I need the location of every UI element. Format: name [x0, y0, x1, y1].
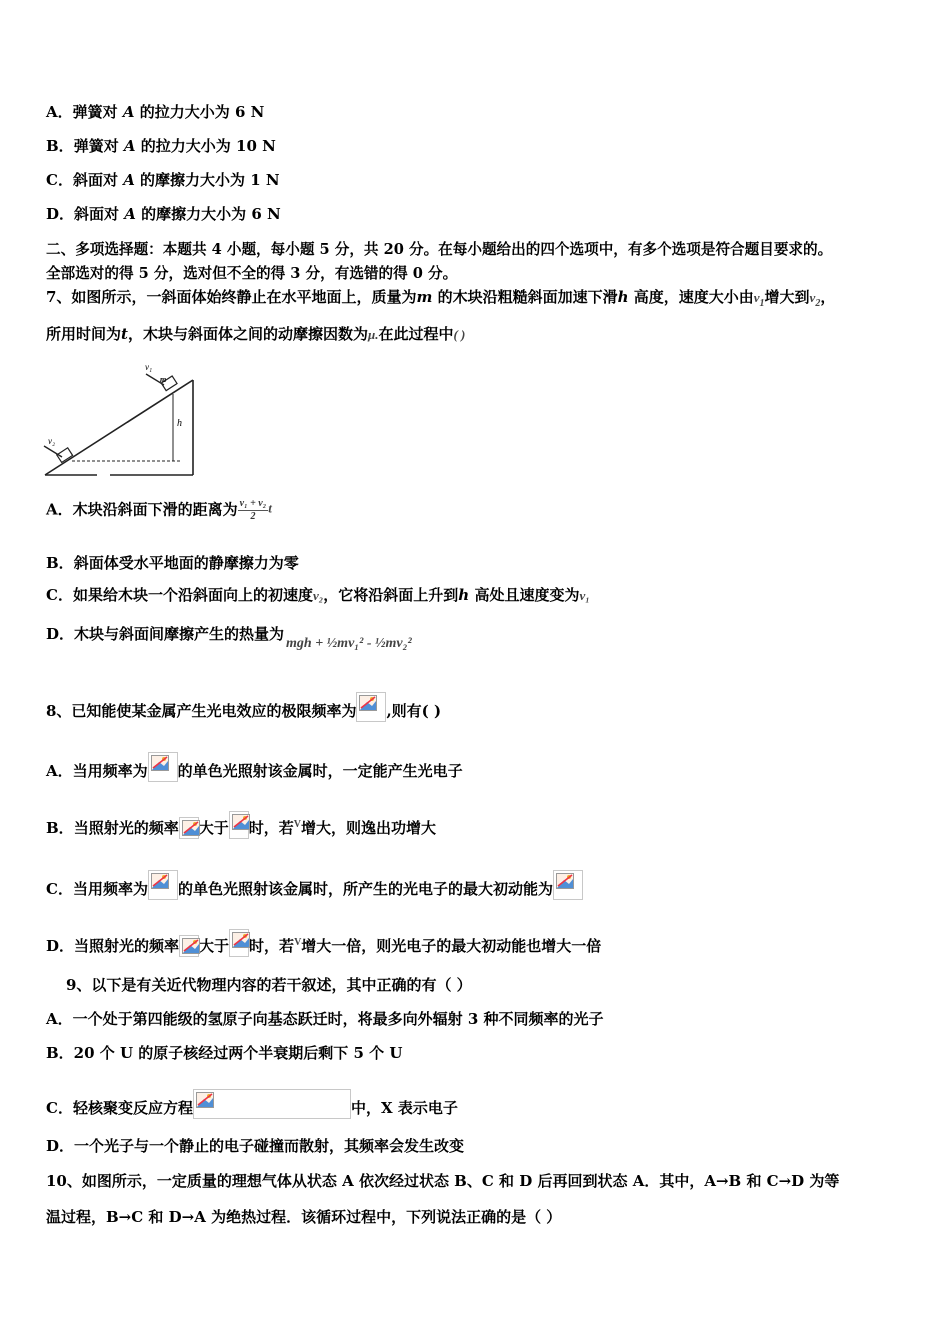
q9-option-a: A．一个处于第四能级的氢原子向基态跃迁时，将最多向外辐射 3 种不同频率的光子: [46, 1010, 604, 1028]
incline-figure: [42, 358, 202, 478]
section-heading: 二、多项选择题：本题共 4 小题，每小题 5 分，共 20 分。在每小题给出的四个选项中，有多个选项是符合题目要求的。: [46, 241, 833, 258]
q7-option-a: A．木块沿斜面下滑的距离为 $\frac{\text{v₁ + v₂}}{2}$ t: [46, 498, 272, 522]
section-scoring: 全部选对的得 5 分，选对但不全的得 3 分，有选错的得 0 分。: [46, 265, 458, 282]
image-placeholder-icon: [356, 692, 386, 722]
q6-option-b: B．弹簧对 A 的拉力大小为 10 N: [46, 137, 276, 155]
q10-stem-line2: 温过程，B→C 和 D→A 为绝热过程．该循环过程中，下列说法正确的是（ ）: [46, 1208, 562, 1226]
q7-stem-line2: 所用时间为t，木块与斜面体之间的动摩擦因数为μ.在此过程中( ): [46, 325, 466, 343]
q7-stem-line1: 7、如图所示，一斜面体始终静止在水平地面上，质量为m 的木块沿粗糙斜面加速下滑h 高度，速度大小由$v_1$增大到$v_2$，: [46, 288, 836, 309]
q8-option-a: A．当用频率为 的单色光照射该金属时，一定能产生光电子: [46, 752, 463, 782]
image-placeholder-icon: [193, 1089, 351, 1119]
image-placeholder-icon: [179, 817, 199, 839]
q8-option-c: C．当用频率为 的单色光照射该金属时，所产生的光电子的最大初动能为: [46, 870, 583, 900]
q9-option-b: B．20 个 U 的原子核经过两个半衰期后剩下 5 个 U: [46, 1044, 403, 1062]
q7-option-b: B．斜面体受水平地面的静摩擦力为零: [46, 554, 299, 572]
q6-option-d: D．斜面对 A 的摩擦力大小为 6 N: [46, 205, 281, 223]
q7-option-d: D．木块与斜面间摩擦产生的热量为mgh + ½mv₁² - ½mv₂²: [46, 625, 412, 651]
q7-option-c: C．如果给木块一个沿斜面向上的初速度v₂，它将沿斜面上升到h 高处且速度变为v₁: [46, 586, 590, 604]
q6-option-c: C．斜面对 A 的摩擦力大小为 1 N: [46, 171, 280, 189]
q9-option-c: C．轻核聚变反应方程 中，X 表示电子: [46, 1089, 458, 1119]
image-placeholder-icon: [148, 870, 178, 900]
fig-label-v2: v₂: [48, 436, 56, 446]
q8-option-b: B．当照射光的频率 大于 时，若$^V$增大，则逸出功增大: [46, 811, 436, 839]
q9-stem: 9、以下是有关近代物理内容的若干叙述，其中正确的有（ ）: [66, 976, 472, 994]
q6-option-a: A．弹簧对 A 的拉力大小为 6 N: [46, 103, 265, 121]
image-placeholder-icon: [148, 752, 178, 782]
fig-label-v1: v₁: [145, 362, 153, 372]
image-placeholder-icon: [229, 929, 249, 957]
q9-option-d: D．一个光子与一个静止的电子碰撞而散射，其频率会发生改变: [46, 1137, 465, 1155]
fig-label-h: h: [177, 418, 182, 429]
q8-option-d: D．当照射光的频率 大于 时，若$^V$增大一倍，则光电子的最大初动能也增大一倍: [46, 929, 601, 957]
fig-label-m: m: [160, 375, 167, 384]
image-placeholder-icon: [229, 811, 249, 839]
q8-stem: 8、已知能使某金属产生光电效应的极限频率为 ,则有( ): [46, 692, 441, 722]
image-placeholder-icon: [553, 870, 583, 900]
q10-stem-line1: 10、如图所示，一定质量的理想气体从状态 A 依次经过状态 B、C 和 D 后再回到状态 A．其中，A→B 和 C→D 为等: [46, 1172, 840, 1190]
image-placeholder-icon: [179, 935, 199, 957]
